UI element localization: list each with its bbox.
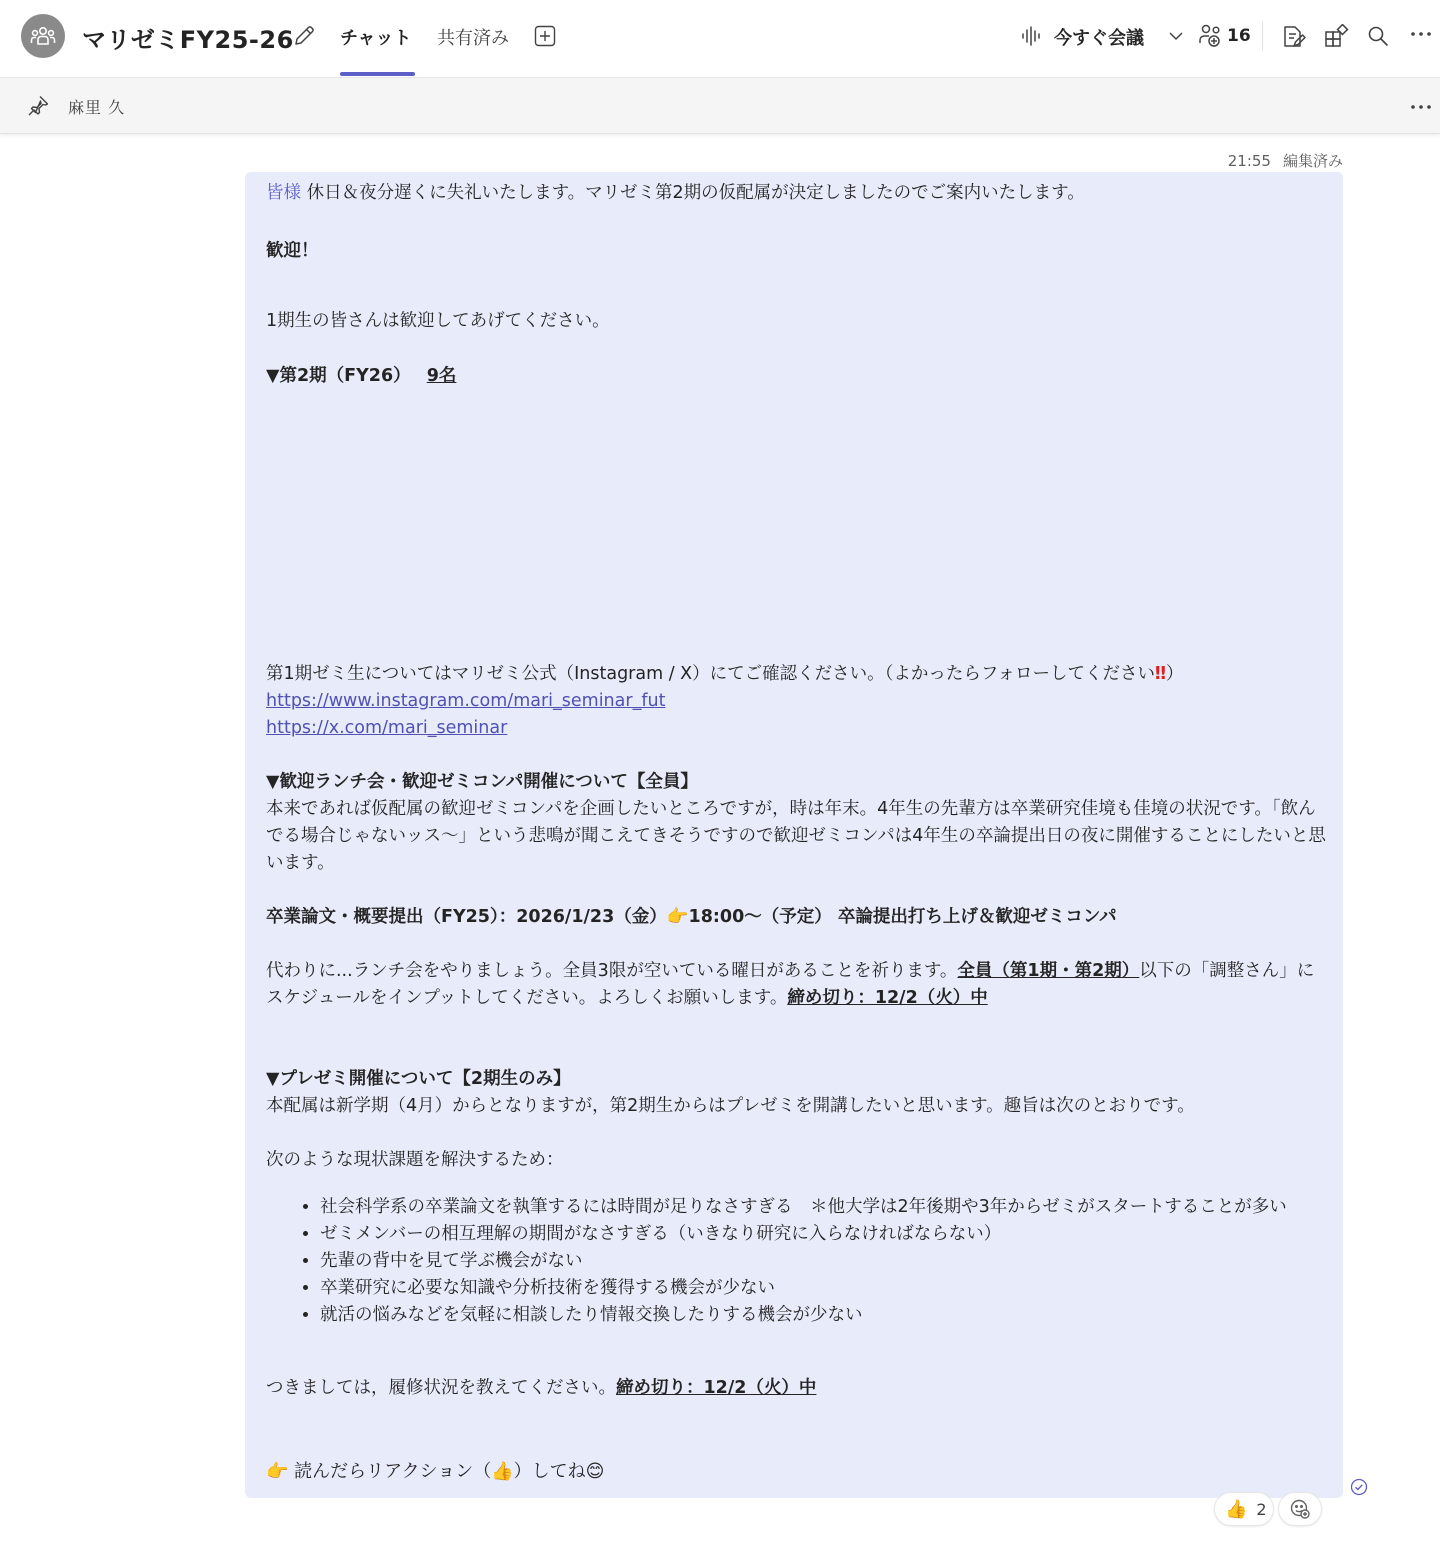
lunch-body: 本来であれば仮配属の歓迎ゼミコンパを企画したいところですが，時は年末。4年生の先輩方は卒業研究佳境も佳境の状況です。「飲んでる場合じゃないッス〜」という悲鳴が聞こえてきそうですので歓迎ゼミコンパは4年生の卒論提出日の夜に開催することにしたいと思います。 xyxy=(266,799,1326,873)
more-options-icon[interactable] xyxy=(1410,103,1432,111)
add-tab-icon[interactable] xyxy=(534,25,556,47)
participant-count[interactable]: 16 xyxy=(1227,26,1251,46)
list-item: • 社会科学系の卒業論文を執筆するには時間が足りなさすぎる ＊他大学は2年後期や3年からゼミがスタートすることが多い xyxy=(320,1194,1311,1221)
chat-header xyxy=(0,0,1440,78)
all-members: 全員（第1期・第2期） xyxy=(957,961,1140,981)
message-bubble[interactable] xyxy=(245,172,1343,1498)
add-reaction-button[interactable] xyxy=(1278,1492,1322,1526)
pinned-message-bar[interactable] xyxy=(0,78,1440,134)
chevron-down-icon[interactable] xyxy=(1168,30,1184,42)
enroll-text: つきましては，履修状況を教えてください。 xyxy=(266,1378,616,1398)
lunch-heading: ▼歓迎ランチ会・歓迎ゼミコンパ開催について【全員】 xyxy=(266,772,698,792)
enroll-line xyxy=(266,1375,816,1402)
add-reaction-icon xyxy=(1289,1498,1311,1520)
gen2-heading xyxy=(266,363,456,390)
like-reaction[interactable] xyxy=(1214,1492,1274,1526)
instagram-link[interactable]: https://www.instagram.com/mari_seminar_fut xyxy=(266,691,666,711)
message-time: 21:55 xyxy=(1227,152,1271,170)
edited-label: 編集済み xyxy=(1282,152,1343,170)
gen1-close: ） xyxy=(1166,664,1184,684)
reaction-request-prefix: 👉 読んだらリアクション（ xyxy=(266,1461,492,1482)
list-item: • ゼミメンバーの相互理解の期間がなさすぎる（いきなり研究に入らなければならない） xyxy=(320,1221,1311,1248)
gen2-heading-text: ▼第2期（FY26） xyxy=(266,366,411,386)
welcome-line: 1期生の皆さんは歓迎してあげてください。 xyxy=(266,311,610,331)
mention[interactable]: 皆様 xyxy=(266,183,301,203)
double-exclamation-emoji: ‼ xyxy=(1155,664,1167,684)
preseminar-heading: ▼プレゼミ開催について【2期生のみ】 xyxy=(266,1069,571,1089)
lunch-instructions xyxy=(266,958,1326,1012)
apps-icon[interactable] xyxy=(1323,24,1349,50)
more-options-icon[interactable] xyxy=(1410,30,1432,38)
list-item: • 先輩の背中を見て学ぶ機会がない xyxy=(320,1248,1311,1275)
thumbs-up-emoji: 👍 xyxy=(491,1461,514,1482)
issues-list xyxy=(301,1194,1311,1329)
intro-line xyxy=(266,180,1085,207)
audio-wave-icon[interactable] xyxy=(1020,24,1044,48)
header-divider xyxy=(1262,22,1263,50)
instead-text-2: 以下の「調整さん」にスケジュールをインプットしてください。よろしくお願いします。 xyxy=(266,961,1315,1008)
list-item: • 卒業研究に必要な知識や分析技術を獲得する機会が少ない xyxy=(320,1275,1311,1302)
message-meta xyxy=(1228,150,1343,171)
reaction-request xyxy=(266,1458,604,1485)
reaction-request-suffix: ）してね😊 xyxy=(513,1461,605,1482)
lunch-deadline: 締め切り：12/2（火）中 xyxy=(787,988,988,1008)
tab-chat[interactable]: チャット xyxy=(340,28,412,49)
instead-text: 代わりに...ランチ会をやりましょう。全員3限が空いている曜日があることを祈ります。 xyxy=(266,961,958,981)
notes-icon[interactable] xyxy=(1280,24,1306,50)
active-tab-indicator xyxy=(340,72,415,76)
x-link[interactable]: https://x.com/mari_seminar xyxy=(266,718,508,738)
meet-now-button[interactable]: 今すぐ会議 xyxy=(1054,28,1144,49)
list-item: • 就活の悩みなどを気軽に相談したり情報交換したりする機会が少ない xyxy=(320,1302,1311,1329)
issues-lead: 次のような現状課題を解決するため： xyxy=(266,1150,564,1170)
intro-text: 休日＆夜分遅くに失礼いたします。マリゼミ第2期の仮配属が決定しましたのでご案内いたします。 xyxy=(306,183,1085,203)
tab-shared[interactable]: 共有済み xyxy=(437,28,509,49)
thumbs-up-icon: 👍 xyxy=(1225,1498,1248,1520)
gen1-line xyxy=(266,661,1184,688)
gen1-text: 第1期ゼミ生についてはマリゼミ公式（Instagram / X）にてご確認ください。（よかったらフォローしてください xyxy=(266,664,1156,684)
chat-title: マリゼミFY25-26 xyxy=(82,26,294,54)
like-count: 2 xyxy=(1256,1499,1267,1519)
seen-check-icon xyxy=(1350,1478,1368,1496)
group-avatar[interactable] xyxy=(21,14,65,58)
search-icon[interactable] xyxy=(1366,24,1390,48)
preseminar-body: 本配属は新学期（4月）からとなりますが，第2期生からはプレゼミを開講したいと思います。趣旨は次のとおりです。 xyxy=(266,1096,1195,1116)
thesis-deadline-line: 卒業論文・概要提出（FY25）：2026/1/23（金）👉18:00〜（予定） 卒論提出打ち上げ＆歓迎ゼミコンパ xyxy=(266,907,1117,927)
welcome-heading: 歓迎！ xyxy=(266,241,319,261)
pencil-edit-icon[interactable] xyxy=(292,24,316,48)
gen2-count: 9名 xyxy=(426,366,457,386)
pin-icon xyxy=(26,94,50,118)
pinned-author: 麻里 久 xyxy=(68,98,126,117)
group-icon xyxy=(30,25,56,47)
enroll-deadline: 締め切り：12/2（火）中 xyxy=(616,1378,817,1398)
people-add-icon[interactable] xyxy=(1198,23,1224,49)
